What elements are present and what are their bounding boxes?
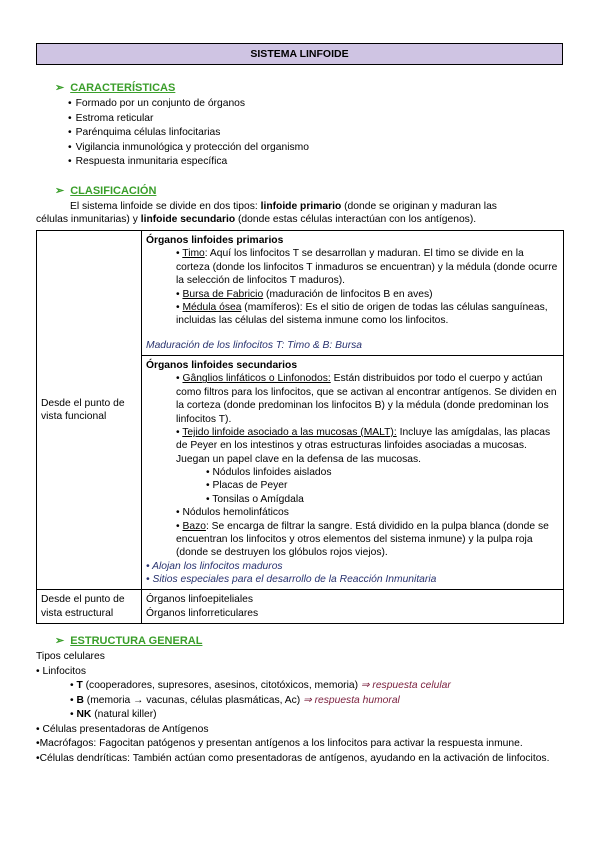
timo-text: : Aquí los linfocitos T se desarrollan y maduran. El timo se divide en la corteza (donde los linfocitos T inmaduros se encuentran) y la médula (donde ocurre la selección de linfocitos T maduros). <box>176 248 558 287</box>
malt-sub-text: Placas de Peyer <box>212 480 288 492</box>
funcional-label: Desde el punto de vista funcional <box>37 231 142 590</box>
malt-name: Tejido linfoide asociado a las mucosas (MALT): <box>182 426 397 438</box>
clasificacion-intro <box>36 200 564 227</box>
hemo-text: Nódulos hemolinfáticos <box>182 507 289 519</box>
intro-text: El sistema linfoide se divide en dos tipos: <box>70 201 261 212</box>
arrow-bullet-icon: ➢ <box>55 82 65 94</box>
list-item: • Formado por un conjunto de órganos <box>68 97 309 112</box>
b-label: B <box>76 694 84 706</box>
estructural-item: Órganos linforreticulares <box>146 607 259 619</box>
primarios-heading: Órganos linfoides primarios <box>146 235 284 246</box>
intro-bold: linfoide primario <box>260 201 342 212</box>
dendriticas-item: •Células dendríticas: También actúan como presentadoras de antígenos, ayudando en la activación de linfocitos. <box>36 752 550 764</box>
note-text: Alojan los linfocitos maduros <box>152 560 283 572</box>
medula-item: • Médula ósea (mamíferos): Es el sitio de origen de todas las células sanguíneas, incluidas las células del sistema inmune como los linfocitos. <box>176 301 548 327</box>
malt-sub-text: Nódulos linfoides aislados <box>212 467 332 478</box>
medula-text: (mamíferos): Es el sitio de origen de todas las células sanguíneas, incluidas las células del sistema inmune como los linfocitos. <box>176 301 548 327</box>
ganglios-text: Están distribuidos por todo el cuerpo y actúan como filtros para los linfocitos, que se activan al encontrar antígenos. Se dividen en la corteza (donde predominan los linfocitos B) y la médula (donde predominan los linfocitos T). <box>176 373 557 425</box>
macrofagos-item: •Macrófagos: Fagocitan patógenos y presentan antígenos a los linfocitos para activar la respuesta inmune. <box>36 738 523 749</box>
secundarios-note: • Alojan los linfocitos maduros <box>146 560 283 572</box>
intro-bold: linfoide secundario <box>140 214 236 226</box>
primarios-cell <box>142 231 564 356</box>
timo-name: Timo <box>182 248 205 260</box>
malt-sub-text: Tonsilas o Amígdala <box>212 493 304 505</box>
nk-item: • NK (natural killer) <box>70 709 157 720</box>
bursa-text: (maduración de linfocitos B en aves) <box>263 288 433 300</box>
bazo-text: : Se encarga de filtrar la sangre. Está dividido en la pulpa blanca (donde se encuentran los linfocitos y otros elementos del sistema inmune) y la pulpa roja (donde se destruyen los glóbulos rojos viejos). <box>176 520 549 559</box>
caracteristicas-list <box>68 97 309 170</box>
malt-item: • Tejido linfoide asociado a las mucosas (MALT): Incluye las amígdalas, las placas de Peyer en los intestinos y otras estructuras linfoides asociadas a mucosas. Juegan un papel clave en la defensa de las mucosas. <box>176 426 551 465</box>
linfocitos-text: Linfocitos <box>42 665 86 677</box>
ganglios-item: • Gânglios linfáticos o Linfonodos: Están distribuidos por todo el cuerpo y actúan como filtros para los linfocitos, que se activan al encontrar antígenos. Se dividen en la corteza (donde predominan los linfocitos B) y la médula (donde predominan los linfocitos T). <box>176 373 557 425</box>
list-item: • Respuesta inmunitaria específica <box>68 155 309 170</box>
bursa-item: • Bursa de Fabricio (maduración de linfocitos B en aves) <box>176 288 433 300</box>
ganglios-name: Gânglios linfáticos o Linfonodos: <box>182 373 331 385</box>
t-label: T <box>76 680 83 691</box>
section-clasificacion <box>55 184 156 198</box>
malt-sub-item: • Nódulos linfoides aislados <box>206 467 332 478</box>
malt-sub-item: • Tonsilas o Amígdala <box>206 493 304 505</box>
timo-item: • Timo: Aquí los linfocitos T se desarrollan y maduran. El timo se divide en la corteza (donde los linfocitos T inmaduros se encuentran) y la médula (donde ocurre la selección de linfocitos T maduros). <box>176 248 558 287</box>
clasificacion-heading: CLASIFICACIÓN <box>70 185 157 197</box>
note-text: Sitios especiales para el desarrollo de la Reacción Inmunitaria <box>152 574 437 585</box>
secundarios-note: • Sitios especiales para el desarrollo de la Reacción Inmunitaria <box>146 574 437 585</box>
estructura-heading: ESTRUCTURA GENERAL <box>70 635 203 647</box>
list-item: • Vigilancia inmunológica y protección del organismo <box>68 141 309 156</box>
b-text: (memoria → vacunas, células plasmáticas, Ac) <box>83 694 304 706</box>
malt-text: Incluye las amígdalas, las placas de Peyer en los intestinos y otras estructuras linfoides asociadas a mucosas. Juegan un papel clave en la defensa de las mucosas. <box>176 426 551 465</box>
estructural-cell <box>142 590 564 624</box>
b-response: ⇒ respuesta humoral <box>303 694 400 706</box>
estructura-body <box>36 650 576 765</box>
estructural-label: Desde el punto de vista estructural <box>37 590 142 624</box>
clasificacion-table <box>36 230 564 624</box>
nk-text: (natural killer) <box>91 709 157 720</box>
secundarios-heading: Órganos linfoides secundarios <box>146 360 298 371</box>
section-estructura <box>55 634 202 648</box>
caracteristicas-heading: CARACTERÍSTICAS <box>70 82 176 94</box>
page-title: SISTEMA LINFOIDE <box>36 43 563 65</box>
list-item: • Estroma reticular <box>68 112 309 127</box>
list-item: • Parénquima células linfocitarias <box>68 126 309 141</box>
estructural-item: Órganos linfoepiteliales <box>146 594 254 606</box>
intro-text: (donde se originan y maduran las <box>341 201 497 212</box>
bursa-name: Bursa de Fabricio <box>182 288 264 300</box>
t-text: (cooperadores, supresores, asesinos, citotóxicos, memoria) <box>82 680 361 691</box>
medula-name: Médula ósea <box>182 301 242 313</box>
section-caracteristicas <box>55 81 175 95</box>
bazo-item: • Bazo: Se encarga de filtrar la sangre. Está dividido en la pulpa blanca (donde se encuentran los linfocitos y otros elementos del sistema inmune) y la pulpa roja (donde se destruyen los glóbulos rojos viejos). <box>176 520 549 559</box>
linfocitos-item: • Linfocitos <box>36 665 86 677</box>
presentadoras-item: • Células presentadoras de Antígenos <box>36 723 209 735</box>
hemo-item: • Nódulos hemolinfáticos <box>176 507 289 519</box>
b-item: • B (memoria → vacunas, células plasmáticas, Ac) ⇒ respuesta humoral <box>70 694 400 706</box>
intro-text: (donde estas células interactúan con los antígenos). <box>235 214 477 226</box>
arrow-bullet-icon: ➢ <box>55 185 65 197</box>
arrow-bullet-icon: ➢ <box>55 635 65 647</box>
primarios-note: Maduración de los linfocitos T: Timo & B: Bursa <box>146 339 363 351</box>
bazo-name: Bazo <box>182 520 206 532</box>
malt-sub-item: • Placas de Peyer <box>206 480 288 492</box>
t-response: ⇒ respuesta celular <box>360 680 451 691</box>
intro-text: células inmunitarias) y <box>36 214 141 226</box>
t-item: • T (cooperadores, supresores, asesinos, citotóxicos, memoria) ⇒ respuesta celular <box>70 680 451 691</box>
tipos-celulares: Tipos celulares <box>36 651 105 662</box>
secundarios-cell <box>142 356 564 590</box>
nk-label: NK <box>76 709 92 720</box>
